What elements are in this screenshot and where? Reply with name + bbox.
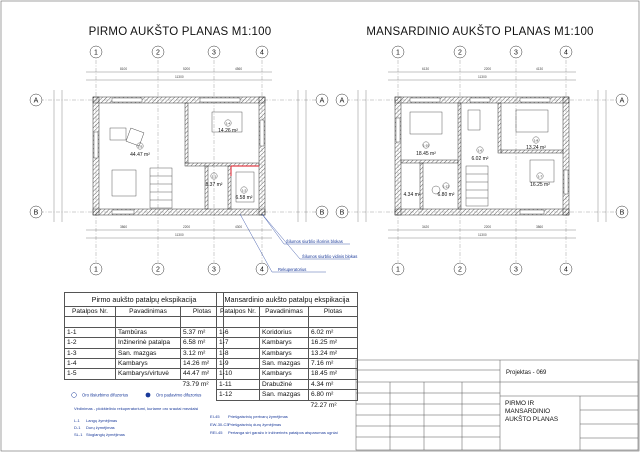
table-header: Plotas bbox=[309, 307, 358, 317]
attic-floor-plan bbox=[336, 25, 628, 275]
ground-floor-plan bbox=[30, 25, 357, 275]
exhaust-diffuser-icon bbox=[72, 393, 77, 398]
bed-icon bbox=[410, 112, 442, 134]
table-header: Plotas bbox=[181, 307, 224, 317]
svg-text:2200: 2200 bbox=[183, 225, 191, 229]
ground-plan-title: PIRMO AUKŠTO PLANAS M1:100 bbox=[88, 26, 272, 38]
axis-label: B bbox=[619, 209, 625, 217]
table-row: 1-7 Kambarys 16.25 m² bbox=[217, 338, 358, 348]
title-block bbox=[356, 360, 638, 450]
room-1-10-area: 18.45 m² bbox=[416, 151, 436, 157]
axis-label: A bbox=[319, 97, 325, 105]
room-1-4-area: 14.26 m² bbox=[218, 128, 238, 134]
legend-vent-note: Vėdinimas - plokštelinio rekuperatoriumi, kuriame oro srautai mezdaisi bbox=[74, 406, 199, 411]
axis-label: B bbox=[319, 209, 325, 217]
legend-text: Priešgaisrinių durų žymėjimas bbox=[228, 422, 282, 427]
table-row: 1-8 Kambarys 13.24 m² bbox=[217, 348, 358, 358]
axis-label: A bbox=[619, 97, 625, 105]
table-row: 1-4 Kambarys 14.26 m² bbox=[65, 359, 224, 369]
supply-diffuser-icon bbox=[146, 393, 151, 398]
axis-label: 3 bbox=[212, 49, 216, 57]
svg-text:11300: 11300 bbox=[478, 233, 487, 237]
ground-floor-rooms-table bbox=[64, 292, 224, 389]
axis-label: A bbox=[339, 97, 345, 105]
axis-label: A bbox=[33, 97, 39, 105]
table-row: 1-6 Koridorius 6.02 m² bbox=[217, 327, 358, 337]
room-1-6-area: 6.02 m² bbox=[471, 156, 489, 162]
room-1-7-area: 16.25 m² bbox=[530, 182, 550, 188]
axis-label: 1 bbox=[94, 49, 98, 57]
legend-code: SL-1 bbox=[74, 432, 83, 437]
svg-text:1-5: 1-5 bbox=[137, 144, 143, 149]
axis-label: 3 bbox=[212, 266, 216, 274]
svg-text:1-12: 1-12 bbox=[442, 184, 450, 189]
svg-text:1-7: 1-7 bbox=[537, 174, 543, 179]
legend-text: Langų žymėjimas bbox=[86, 418, 118, 423]
svg-text:2200: 2200 bbox=[484, 67, 492, 71]
callout-outdoor-unit: Šilumos siurblio išorinis blokas bbox=[286, 239, 343, 244]
svg-text:2200: 2200 bbox=[484, 225, 492, 229]
table-header: Pavadinimas bbox=[116, 307, 181, 317]
table-row: 1-12 San. mazgas 6.80 m² bbox=[217, 390, 358, 400]
legend-code: D-1 bbox=[74, 425, 81, 430]
room-1-8-area: 13.24 m² bbox=[526, 145, 546, 151]
table-row: 1-11 Drabužinė 4.34 m² bbox=[217, 379, 358, 389]
legend-text: Pertanga sirt garažo ir inžinerinės patalpos atsparumas ugniai bbox=[228, 430, 338, 435]
svg-text:1-1: 1-1 bbox=[211, 174, 217, 179]
table-row: 1-10 Kambarys 18.45 m² bbox=[217, 369, 358, 379]
table-header: Patalpos Nr. bbox=[217, 307, 260, 317]
bathtub-icon bbox=[468, 110, 480, 130]
axis-label: B bbox=[33, 209, 39, 217]
callout-indoor-unit: Šilumos siurblio vidinis blokas bbox=[302, 254, 358, 259]
table-total: 73.79 m² bbox=[182, 380, 209, 388]
svg-text:1-6: 1-6 bbox=[477, 148, 483, 153]
svg-text:5200: 5200 bbox=[183, 67, 191, 71]
legend-exhaust: Oro išsiurbimo difuzorius bbox=[82, 392, 129, 398]
svg-text:8100: 8100 bbox=[120, 67, 128, 71]
table-row: 1-1 Tambūras 5.37 m² bbox=[65, 327, 224, 337]
svg-text:3860: 3860 bbox=[120, 225, 128, 229]
axis-label: 4 bbox=[260, 49, 264, 57]
axis-label: 4 bbox=[564, 266, 568, 274]
room-1-12-area: 6.80 m² bbox=[437, 192, 455, 198]
axis-label: 4 bbox=[564, 49, 568, 57]
axis-label: 2 bbox=[458, 49, 462, 57]
project-number: Projektas - 069 bbox=[506, 370, 547, 376]
axis-label: 1 bbox=[396, 266, 400, 274]
room-1-11-area: 4.34 m² bbox=[403, 192, 421, 198]
legend-text: Durų žymėjimas bbox=[86, 425, 115, 430]
axis-label: 2 bbox=[156, 49, 160, 57]
svg-text:4560: 4560 bbox=[235, 67, 243, 71]
legend-text: Priešgaisrinių pertvarų žymėjimas bbox=[228, 414, 288, 419]
table-row: 1-2 Inžinerinė patalpa 6.58 m² bbox=[65, 338, 224, 348]
attic-rooms-table bbox=[216, 292, 358, 410]
table-header: Patalpos Nr. bbox=[65, 307, 116, 317]
svg-text:1-2: 1-2 bbox=[241, 188, 247, 193]
axis-label: 2 bbox=[458, 266, 462, 274]
axis-label: 2 bbox=[156, 266, 160, 274]
svg-text:3860: 3860 bbox=[536, 225, 544, 229]
armchair-icon bbox=[110, 128, 126, 140]
axis-label: 3 bbox=[514, 49, 518, 57]
axis-label: 1 bbox=[94, 266, 98, 274]
svg-text:4300: 4300 bbox=[235, 225, 243, 229]
table-total: 72.27 m² bbox=[310, 401, 337, 409]
callout-recuperator: Rekuperatorius bbox=[278, 267, 307, 272]
svg-text:1-4: 1-4 bbox=[225, 121, 231, 126]
dining-table-icon bbox=[112, 170, 136, 196]
axis-label: B bbox=[339, 209, 345, 217]
room-1-1-area: 5.37 m² bbox=[205, 182, 223, 188]
svg-text:1-8: 1-8 bbox=[533, 138, 539, 143]
svg-text:11300: 11300 bbox=[478, 75, 487, 79]
svg-text:6130: 6130 bbox=[422, 67, 430, 71]
table-row: 1-5 Kambarys/virtuvė 44.47 m² bbox=[65, 369, 224, 379]
svg-text:1-10: 1-10 bbox=[422, 143, 430, 148]
bed-icon bbox=[516, 110, 548, 132]
legend-code: L-1 bbox=[74, 418, 80, 423]
table-header: Pavadinimas bbox=[260, 307, 309, 317]
room-1-5-area: 44.47 m² bbox=[130, 152, 150, 158]
sheet-title: PIRMO IR MANSARDINIO AUKŠTO PLANAS bbox=[505, 400, 559, 423]
legend-code: EI-45 bbox=[210, 414, 220, 419]
legend-code: REI-45 bbox=[210, 430, 223, 435]
table-caption: Mansardinio aukšto patalpų ekspikacija bbox=[217, 293, 358, 307]
axis-label: 1 bbox=[396, 49, 400, 57]
axis-label: 4 bbox=[260, 266, 264, 274]
legend-text: Stoglangių žymėjimas bbox=[86, 432, 125, 437]
svg-text:4130: 4130 bbox=[536, 67, 544, 71]
table-caption: Pirmo aukšto patalpų ekspikacija bbox=[65, 293, 224, 307]
attic-plan-title: MANSARDINIO AUKŠTO PLANAS M1:100 bbox=[366, 26, 594, 38]
svg-text:11300: 11300 bbox=[175, 75, 184, 79]
table-row: 1-3 San. mazgas 3.12 m² bbox=[65, 348, 224, 358]
svg-text:11300: 11300 bbox=[175, 233, 184, 237]
legend-code: EW-30-C3 bbox=[210, 422, 229, 427]
svg-text:3420: 3420 bbox=[422, 225, 430, 229]
axis-label: 3 bbox=[514, 266, 518, 274]
legend-supply: Oro padavimo difuzorius bbox=[156, 392, 202, 398]
room-1-2-area: 6.58 m² bbox=[235, 195, 253, 201]
table-row: 1-9 San. mazgas 7.16 m² bbox=[217, 359, 358, 369]
